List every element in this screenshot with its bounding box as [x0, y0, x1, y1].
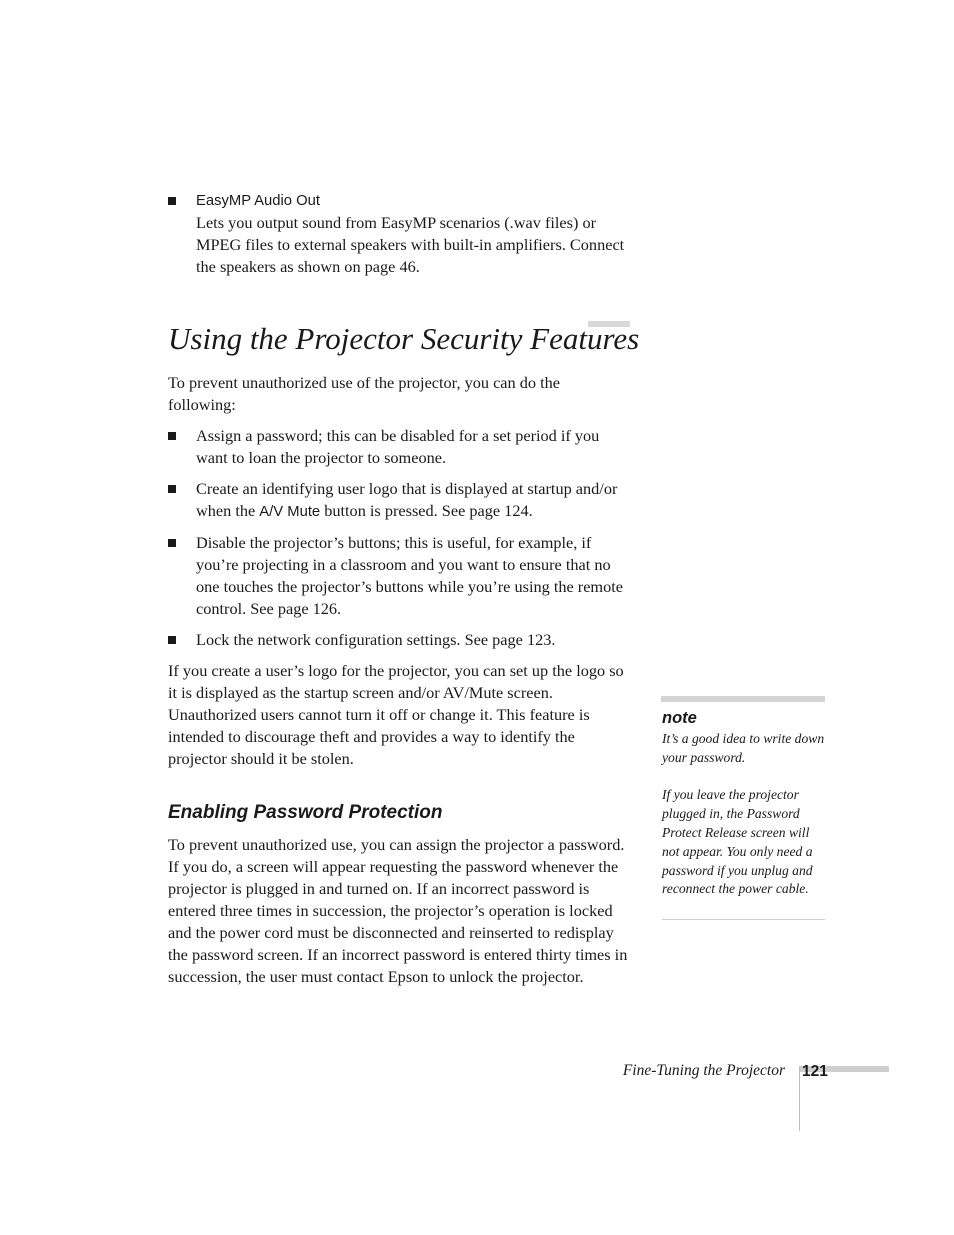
list-item — [168, 629, 630, 651]
list-item-text: Lock the network configuration settings. See page 123. — [196, 630, 556, 649]
list-item — [168, 532, 630, 620]
av-mute-button-label: A/V Mute — [259, 504, 321, 520]
page-title: Using the Projector Security Features — [168, 321, 640, 356]
note-divider — [662, 919, 825, 920]
intro-paragraph: To prevent unauthorized use of the projector, you can do the following: — [168, 373, 560, 414]
subsection-body: To prevent unauthorized use, you can assign the projector a password. If you do, a screen will appear requesting the password whenever the projector is plugged in and turned on. If an incorrect password is entered three times in succession, the projector’s operation is locked and the power cord must be disconnected and reinserted to redisplay the password screen. If an incorrect password is entered thirty times in succession, the user must contact Epson to unlock the projector. — [168, 835, 628, 986]
section-heading — [168, 316, 640, 362]
note-title: note — [662, 709, 697, 727]
list-item — [168, 425, 630, 469]
main-column — [168, 190, 640, 997]
footer-chapter-title: Fine-Tuning the Projector — [622, 1062, 785, 1079]
list-item-text-before: Create an identifying user logo that is displayed at startup and/or when the — [196, 479, 618, 520]
bullet-square-icon — [168, 485, 176, 493]
list-item — [168, 478, 630, 523]
list-item — [168, 190, 630, 278]
page-number: 121 — [802, 1063, 828, 1080]
footer-divider — [799, 1066, 800, 1131]
bullet-square-icon — [168, 636, 176, 644]
logo-paragraph: If you create a user’s logo for the projector, you can set up the logo so it is displayed as the startup screen and/or AV/Mute screen. Unauthorized users cannot turn it off or change it. This feature is intended to discourage theft and provides a way to identify the projector should it be stolen. — [168, 661, 624, 768]
item-title: EasyMP Audio Out — [196, 193, 320, 209]
list-item-text: Assign a password; this can be disabled for a set period if you want to loan the projector to someone. — [196, 426, 600, 467]
note-bar — [661, 696, 825, 702]
note-paragraph: It’s a good idea to write down your password. — [662, 731, 825, 765]
subsection-heading: Enabling Password Protection — [168, 802, 443, 823]
bullet-square-icon — [168, 432, 176, 440]
item-body: Lets you output sound from EasyMP scenarios (.wav files) or MPEG files to external speakers with built-in amplifiers. Connect the speakers as shown on page 46. — [196, 213, 625, 276]
list-item-text: Disable the projector’s buttons; this is useful, for example, if you’re projecting in a classroom and you want to ensure that no one touches the projector’s buttons while you’re using the remote control. See page 126. — [196, 533, 623, 618]
note-sidebar — [662, 696, 825, 899]
list-item-text-after: button is pressed. See page 124. — [320, 501, 533, 520]
bullet-square-icon — [168, 539, 176, 547]
note-paragraph: If you leave the projector plugged in, the Password Protect Release screen will not appear. You only need a password if you unplug and reconnect the power cable. — [662, 787, 813, 897]
bullet-square-icon — [168, 197, 176, 205]
